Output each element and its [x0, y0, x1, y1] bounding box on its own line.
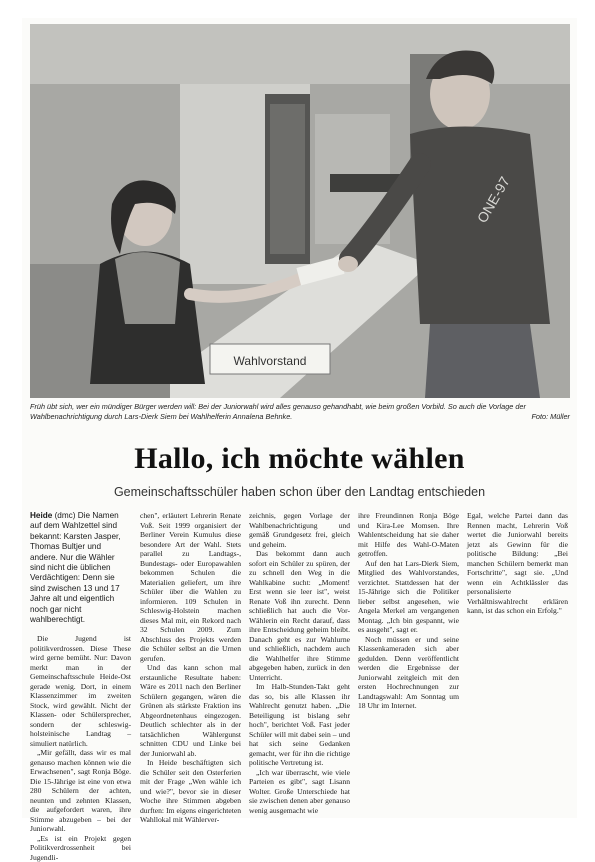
- article-body: [30, 511, 575, 862]
- paragraph: ihre Freundinnen Ronja Böge und Kira-Lee Momsen. Ihre Wahlentscheidung hat sie daher mit Hilfe des Wahl-O-Maten getroffen.: [358, 511, 459, 558]
- column-4: [358, 511, 459, 816]
- paragraph: „Ich war überrascht, wie viele Parteien es gibt", sagt Lisann Wolter. Große Unterschiede hat sie zwischen denen aber genauso wenig ausgemacht wie: [249, 767, 350, 815]
- subheadline: Gemeinschaftsschüler haben schon über den Landtag entschieden: [113, 485, 486, 499]
- column-3: [249, 511, 350, 816]
- wahlvorstand-sign: Wahlvorstand: [233, 354, 307, 368]
- paragraph: chen", erläutert Lehrerin Renate Voß. Seit 1999 organisiert der Berliner Verein Kumulus diese besondere Art der Wahl. Stets parallel zu Landtags-, Bundestags- oder Europawahlen bekommen Schulen die Materialien geliefert, um ihre Schüler über die Wahlen zu informieren. 109 Schulen in Schleswig-Holstein machen dieses Mal mit, ein Rekord nach 32 Schulen 2009. Zum Abschluss des Projekts werden die Schüler selbst an die Urnen gerufen.: [140, 511, 241, 663]
- photo-illustration: [30, 24, 570, 398]
- paragraph: Das bekommt dann auch sofort ein Schüler zu spüren, der zu schnell den Weg in die Wahlkabine sucht: „Moment! Erst wenn sie leer ist", weist Renate Voß ihn zurecht. Denn schließlich hat auch die Vor-Wählerin ein Recht darauf, dass ihre Entscheidung geheim bleibt. Danach geht es zur Wahlurne und schließlich, nachdem auch die Wahlhelfer ihre Stimme abgegeben haben, zurück in den Unterricht.: [249, 549, 350, 682]
- paragraph: Noch müssen er und seine Klassenkameraden sich aber gedulden. Denn veröffentlicht werden die Ergebnisse der Juniorwahl zeitgleich mit den ersten Hochrechnungen zur Landtagswahl: Am Sonntag um 18 Uhr im Internet.: [358, 634, 459, 710]
- headline: Hallo, ich möchte wählen: [134, 442, 465, 475]
- paragraph: „Mir gefällt, dass wir es mal genauso machen können wie die Erwachsenen", sagt Ronja Böge. Die 15-Jährige ist eine von etwa 280 Schülern der achten, neunten und zehnten Klassen, die aufgefordert waren, ihre Stimme abzugeben – bei der Juniorwahl.: [30, 748, 131, 834]
- column-1: [30, 511, 131, 862]
- paragraph: Die Jugend ist politikverdrossen. Diese These wird gerne bemüht. Nur: Davon merkt man in der Gemeinschaftsschule Heide-Ost gerade wenig. Dort, in einem Klassenzimmer im zweiten Stock, wird gewählt. Nicht der Klassen- oder Schülersprecher, sondern der schleswig-holsteinische Landtag – simuliert natürlich.: [30, 634, 131, 748]
- svg-text:ONE-97: ONE-97: [473, 173, 513, 226]
- column-2: [140, 511, 241, 824]
- paragraph: Auf den hat Lars-Dierk Siem, Mitglied des Wahlvorstandes, verzichtet. Stattdessen hat der 15-Jährige sich die Politiker lieber selbst angesehen, wie Angela Merkel am vergangenen Montag. „Ich bin gespannt, wie es ausgeht", sagt er.: [358, 558, 459, 634]
- paragraph: „Es ist ein Projekt gegen Politikverdrossenheit bei Jugendli-: [30, 833, 131, 862]
- paragraph: zeichnis, gegen Vorlage der Wahlbenachrichtigung und gemäß Grundgesetz frei, gleich und geheim.: [249, 511, 350, 549]
- paragraph: Und das kann schon mal erstaunliche Resultate haben: Wäre es 2011 nach den Berliner Schülern gegangen, wären die Grünen als stärkste Fraktion ins Abgeordnetenhaus eingezogen. Deutlich schlechter als in der tatsächlichen Wählergunst schnitten CDU und Linke bei der Juniorwahl ab.: [140, 663, 241, 758]
- paragraph: Im Halb-Stunden-Takt geht das so, bis alle Klassen ihr Wahlrecht genutzt haben. „Die Beteiligung ist bislang sehr hoch", berichtet Voß. Fast jeder Schüler will mit dabei sein – und hat sich seine Gedanken gemacht, wer für ihn die richtige politische Vertretung ist.: [249, 682, 350, 767]
- paragraph: In Heide beschäftigten sich die Schüler seit den Osterferien mit der Frage „Wen wähle ich und wie?", bevor sie in dieser Woche ihre Stimmen abgeben durften: Im eigens eingerichteten Wahllokal mit Wählerver-: [140, 758, 241, 824]
- dateline: Heide: [30, 511, 53, 520]
- paragraph: Egal, welche Partei dann das Rennen macht, Lehrerin Voß wertet die Juniorwahl bereits jetzt als Gewinn für die politische Bildung: „Bei manchen Schülern bemerkt man Fortschritte", sagt sie. „Und wenn ein Achtklässler das personalisierte Verhältniswahlrecht erklären kann, ist das schon ein Erfolg.": [467, 511, 568, 615]
- photo-credit: Foto: Müller: [531, 412, 570, 421]
- newspaper-clipping: [22, 18, 577, 862]
- lead-text: (dmc) Die Namen auf dem Wahlzettel sind bekannt: Karsten Jasper, Thomas Bultjer und andere. Nur die Wähler sind nicht die üblichen Verdächtigen: Denn sie sind zwischen 13 und 17 Jahre alt und eigentlich noch gar nicht wahlberechtigt.: [30, 511, 121, 625]
- lead-paragraph: [30, 511, 131, 625]
- caption-text: Früh übt sich, wer ein mündiger Bürger werden will: Bei der Juniorwahl wird alles genauso gehandhabt, wie beim großen Vorbild. So auch die Vorlage der Wahlbenachrichtigung durch Lars-Dierk Siem bei Wahlhelferin Annalena Behnke.: [30, 402, 526, 421]
- photo-caption: [30, 402, 570, 422]
- article-photo: [30, 24, 570, 398]
- column-5: [467, 511, 568, 816]
